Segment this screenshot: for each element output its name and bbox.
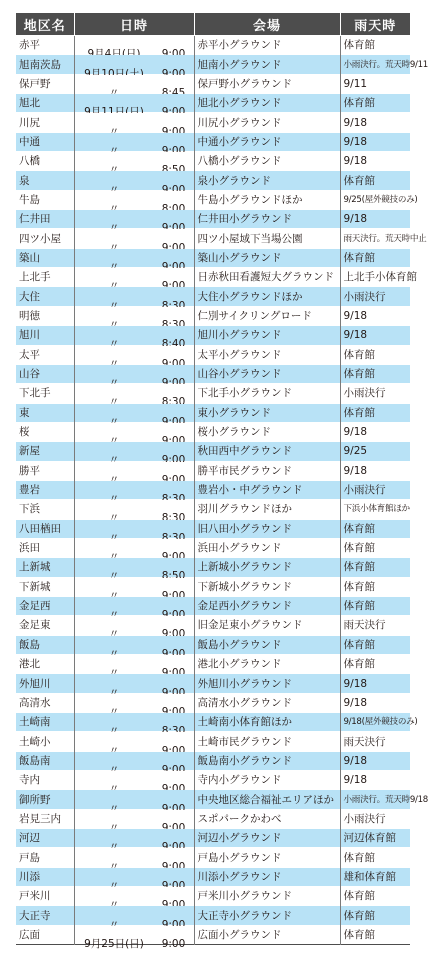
venue-cell: 河辺小グラウンド — [194, 829, 340, 848]
datetime-cell — [74, 55, 194, 74]
area-cell: 山谷 — [16, 364, 74, 383]
table-row — [16, 268, 410, 287]
rain-cell: 体育館 — [340, 345, 410, 364]
datetime-cell — [74, 94, 194, 113]
area-cell: 御所野 — [16, 790, 74, 809]
area-cell: 桜 — [16, 422, 74, 441]
datetime-cell — [74, 480, 194, 499]
datetime-cell — [74, 867, 194, 886]
area-cell: 仁井田 — [16, 210, 74, 229]
datetime-cell — [74, 422, 194, 441]
venue-cell: 寺内小グラウンド — [194, 771, 340, 790]
area-cell: 下北手 — [16, 384, 74, 403]
datetime-cell — [74, 461, 194, 480]
rain-cell: 体育館 — [340, 887, 410, 906]
area-cell: 中通 — [16, 132, 74, 151]
area-cell: 寺内 — [16, 771, 74, 790]
venue-cell: 戸島小グラウンド — [194, 848, 340, 867]
table-row — [16, 732, 410, 751]
rain-cell: 体育館 — [340, 655, 410, 674]
datetime-cell — [74, 287, 194, 306]
datetime-cell — [74, 848, 194, 867]
rain-cell: 体育館 — [340, 538, 410, 557]
area-cell: 築山 — [16, 248, 74, 267]
venue-cell: 旭南小グラウンド — [194, 55, 340, 74]
rain-cell: 体育館 — [340, 925, 410, 944]
table-row — [16, 132, 410, 151]
rain-cell: 9/11 — [340, 74, 410, 93]
table-row — [16, 635, 410, 654]
area-cell: 勝平 — [16, 461, 74, 480]
venue-cell: 保戸野小グラウンド — [194, 74, 340, 93]
rain-cell: 下浜小体育館ほか — [340, 500, 410, 519]
venue-cell: 桜小グラウンド — [194, 422, 340, 441]
area-cell: 大住 — [16, 287, 74, 306]
datetime-cell — [74, 229, 194, 248]
table-row — [16, 113, 410, 132]
rain-cell: 雄和体育館 — [340, 867, 410, 886]
rain-cell: 河辺体育館 — [340, 829, 410, 848]
venue-cell: 飯島小グラウンド — [194, 635, 340, 654]
datetime-cell — [74, 210, 194, 229]
rain-cell: 9/18 — [340, 771, 410, 790]
area-cell: 豊岩 — [16, 480, 74, 499]
rain-cell: 体育館 — [340, 403, 410, 422]
venue-cell: スポパークかわべ — [194, 809, 340, 828]
rain-cell: 体育館 — [340, 519, 410, 538]
area-cell: 飯島 — [16, 635, 74, 654]
rain-cell: 9/18 — [340, 306, 410, 325]
rain-cell: 体育館 — [340, 364, 410, 383]
venue-cell: 秋田西中グラウンド — [194, 442, 340, 461]
rain-cell: 体育館 — [340, 558, 410, 577]
rain-cell: 体育館 — [340, 248, 410, 267]
venue-cell: 牛島小グラウンドほか — [194, 190, 340, 209]
datetime-cell — [74, 771, 194, 790]
rain-cell: 小雨決行。荒天時9/18 — [340, 790, 410, 809]
datetime-cell — [74, 384, 194, 403]
venue-cell: 大住小グラウンドほか — [194, 287, 340, 306]
table-row — [16, 616, 410, 635]
rain-cell: 小雨決行 — [340, 480, 410, 499]
table-row — [16, 94, 410, 113]
venue-cell: 高清水小グラウンド — [194, 693, 340, 712]
time-text: 9:00 — [161, 937, 186, 950]
venue-cell: 築山小グラウンド — [194, 248, 340, 267]
venue-cell: 上新城小グラウンド — [194, 558, 340, 577]
datetime-cell — [74, 693, 194, 712]
datetime-cell — [74, 674, 194, 693]
datetime-cell — [74, 364, 194, 383]
table-row — [16, 74, 410, 93]
venue-cell: 旭川小グラウンド — [194, 326, 340, 345]
rain-cell: 9/25(屋外競技のみ) — [340, 190, 410, 209]
area-cell: 下浜 — [16, 500, 74, 519]
venue-cell: 川添小グラウンド — [194, 867, 340, 886]
datetime-cell — [74, 132, 194, 151]
rain-cell: 9/18 — [340, 132, 410, 151]
area-cell: 東 — [16, 403, 74, 422]
area-cell: 八田楢田 — [16, 519, 74, 538]
venue-cell: 下新城小グラウンド — [194, 577, 340, 596]
venue-cell: 山谷小グラウンド — [194, 364, 340, 383]
rain-cell: 小雨決行 — [340, 809, 410, 828]
venue-cell: 中通小グラウンド — [194, 132, 340, 151]
area-cell: 上新城 — [16, 558, 74, 577]
table-row — [16, 809, 410, 828]
rain-cell: 体育館 — [340, 596, 410, 615]
area-cell: 四ツ小屋 — [16, 229, 74, 248]
venue-cell: 仁井田小グラウンド — [194, 210, 340, 229]
table-row — [16, 771, 410, 790]
area-cell: 土崎南 — [16, 713, 74, 732]
datetime-cell — [74, 519, 194, 538]
rain-cell: 体育館 — [340, 906, 410, 925]
datetime-cell — [74, 925, 194, 950]
table-row — [16, 558, 410, 577]
rain-cell: 雨天決行 — [340, 732, 410, 751]
datetime-cell — [74, 190, 194, 209]
rain-cell: 9/18 — [340, 152, 410, 171]
table-row — [16, 171, 410, 190]
datetime-cell — [74, 809, 194, 828]
datetime-cell — [74, 616, 194, 635]
datetime-cell — [74, 113, 194, 132]
venue-cell: 日赤秋田看護短大グラウンド — [194, 268, 340, 287]
venue-cell: 飯島南小グラウンド — [194, 751, 340, 770]
datetime-cell — [74, 558, 194, 577]
rain-cell: 小雨決行 — [340, 384, 410, 403]
datetime-cell — [74, 74, 194, 93]
venue-cell: 旧金足東小グラウンド — [194, 616, 340, 635]
area-cell: 金足東 — [16, 616, 74, 635]
table-row — [16, 655, 410, 674]
table-body — [16, 36, 428, 950]
venue-cell: 四ツ小屋域下当場公園 — [194, 229, 340, 248]
datetime-cell — [74, 887, 194, 906]
datetime-cell — [74, 171, 194, 190]
datetime-cell — [74, 152, 194, 171]
table-row — [16, 713, 410, 732]
header-datetime: 日時 — [74, 13, 194, 36]
area-cell: 牛島 — [16, 190, 74, 209]
table-row — [16, 519, 410, 538]
rain-cell: 9/25 — [340, 442, 410, 461]
rain-cell: 雨天決行。荒天時中止 — [340, 229, 410, 248]
venue-cell: 東小グラウンド — [194, 403, 340, 422]
area-cell: 八橋 — [16, 152, 74, 171]
table-row — [16, 364, 410, 383]
schedule-table — [16, 13, 428, 950]
table-row — [16, 442, 410, 461]
datetime-cell — [74, 306, 194, 325]
rain-cell: 9/18 — [340, 113, 410, 132]
venue-cell: 下北手小グラウンド — [194, 384, 340, 403]
table-row — [16, 596, 410, 615]
area-cell: 赤平 — [16, 36, 74, 55]
table-row — [16, 287, 410, 306]
table-row — [16, 925, 410, 944]
venue-cell: 川尻小グラウンド — [194, 113, 340, 132]
datetime-cell — [74, 403, 194, 422]
header-row — [16, 13, 410, 36]
header-venue: 会場 — [194, 13, 340, 36]
rain-cell: 9/18 — [340, 674, 410, 693]
header-area: 地区名 — [16, 13, 74, 36]
area-cell: 上北手 — [16, 268, 74, 287]
rain-cell: 9/18(屋外競技のみ) — [340, 713, 410, 732]
datetime-cell — [74, 248, 194, 267]
area-cell: 戸米川 — [16, 887, 74, 906]
datetime-cell — [74, 906, 194, 925]
rain-cell: 雨天決行 — [340, 616, 410, 635]
datetime-cell — [74, 268, 194, 287]
area-cell: 岩見三内 — [16, 809, 74, 828]
rain-cell: 体育館 — [340, 848, 410, 867]
rain-cell: 9/18 — [340, 210, 410, 229]
table-row — [16, 500, 410, 519]
table-row — [16, 751, 410, 770]
area-cell: 戸島 — [16, 848, 74, 867]
table-row — [16, 210, 410, 229]
table-row — [16, 577, 410, 596]
area-cell: 広面 — [16, 925, 74, 944]
datetime-cell — [74, 790, 194, 809]
venue-cell: 泉小グラウンド — [194, 171, 340, 190]
table-row — [16, 461, 410, 480]
area-cell: 泉 — [16, 171, 74, 190]
table-row — [16, 790, 410, 809]
area-cell: 新屋 — [16, 442, 74, 461]
table-row — [16, 887, 410, 906]
area-cell: 保戸野 — [16, 74, 74, 93]
area-cell: 港北 — [16, 655, 74, 674]
table-row — [16, 693, 410, 712]
venue-cell: 赤平小グラウンド — [194, 36, 340, 55]
datetime-cell — [74, 732, 194, 751]
venue-cell: 港北小グラウンド — [194, 655, 340, 674]
area-cell: 河辺 — [16, 829, 74, 848]
area-cell: 川尻 — [16, 113, 74, 132]
rain-cell: 9/18 — [340, 693, 410, 712]
area-cell: 明徳 — [16, 306, 74, 325]
area-cell: 金足西 — [16, 596, 74, 615]
venue-cell: 旧八田小グラウンド — [194, 519, 340, 538]
area-cell: 外旭川 — [16, 674, 74, 693]
datetime-cell — [74, 326, 194, 345]
venue-cell: 羽川グラウンドほか — [194, 500, 340, 519]
rain-cell: 9/18 — [340, 751, 410, 770]
venue-cell: 仁別サイクリングロード — [194, 306, 340, 325]
rain-cell: 体育館 — [340, 577, 410, 596]
venue-cell: 土崎市民グラウンド — [194, 732, 340, 751]
table-row — [16, 867, 410, 886]
table-row — [16, 422, 410, 441]
rain-cell: 9/18 — [340, 461, 410, 480]
datetime-cell — [74, 36, 194, 55]
area-cell: 旭川 — [16, 326, 74, 345]
table-row — [16, 829, 410, 848]
area-cell: 高清水 — [16, 693, 74, 712]
venue-cell: 浜田小グラウンド — [194, 538, 340, 557]
table-row — [16, 326, 410, 345]
area-cell: 川添 — [16, 867, 74, 886]
rain-cell: 上北手小体育館 — [340, 268, 410, 287]
area-cell: 太平 — [16, 345, 74, 364]
datetime-cell — [74, 577, 194, 596]
table-row — [16, 36, 410, 55]
table-row — [16, 248, 410, 267]
table-row — [16, 674, 410, 693]
area-cell: 飯島南 — [16, 751, 74, 770]
datetime-cell — [74, 500, 194, 519]
area-cell: 旭北 — [16, 94, 74, 113]
table-row — [16, 403, 410, 422]
datetime-cell — [74, 751, 194, 770]
area-cell: 土崎小 — [16, 732, 74, 751]
venue-cell: 中央地区総合福祉エリアほか — [194, 790, 340, 809]
table-row — [16, 190, 410, 209]
area-cell: 浜田 — [16, 538, 74, 557]
rain-cell: 体育館 — [340, 36, 410, 55]
venue-cell: 太平小グラウンド — [194, 345, 340, 364]
table-row — [16, 538, 410, 557]
venue-cell: 土崎南小体育館ほか — [194, 713, 340, 732]
venue-cell: 大正寺小グラウンド — [194, 906, 340, 925]
rain-cell: 体育館 — [340, 171, 410, 190]
datetime-cell — [74, 829, 194, 848]
rain-cell: 小雨決行。荒天時9/11 — [340, 55, 410, 74]
area-cell: 大正寺 — [16, 906, 74, 925]
datetime-cell — [74, 538, 194, 557]
area-cell: 旭南茨島 — [16, 55, 74, 74]
venue-cell: 戸米川小グラウンド — [194, 887, 340, 906]
datetime-cell — [74, 655, 194, 674]
datetime-cell — [74, 345, 194, 364]
schedule-table-container — [16, 13, 428, 950]
header-rain: 雨天時 — [340, 13, 410, 36]
table-row — [16, 152, 410, 171]
datetime-cell — [74, 713, 194, 732]
area-cell: 下新城 — [16, 577, 74, 596]
table-row — [16, 906, 410, 925]
date-text: 9月25日(日) — [84, 937, 144, 950]
table-row — [16, 384, 410, 403]
venue-cell: 外旭川小グラウンド — [194, 674, 340, 693]
datetime-cell — [74, 635, 194, 654]
datetime-cell — [74, 442, 194, 461]
venue-cell: 広面小グラウンド — [194, 925, 340, 944]
datetime-cell — [74, 596, 194, 615]
table-row — [16, 229, 410, 248]
venue-cell: 勝平市民グラウンド — [194, 461, 340, 480]
rain-cell: 小雨決行 — [340, 287, 410, 306]
venue-cell: 金足西小グラウンド — [194, 596, 340, 615]
rain-cell: 9/18 — [340, 326, 410, 345]
rain-cell: 体育館 — [340, 635, 410, 654]
table-row — [16, 480, 410, 499]
rain-cell: 体育館 — [340, 94, 410, 113]
table-row — [16, 55, 410, 74]
table-row — [16, 345, 410, 364]
venue-cell: 旭北小グラウンド — [194, 94, 340, 113]
venue-cell: 八橋小グラウンド — [194, 152, 340, 171]
venue-cell: 豊岩小・中グラウンド — [194, 480, 340, 499]
table-row — [16, 306, 410, 325]
table-row — [16, 848, 410, 867]
rain-cell: 9/18 — [340, 422, 410, 441]
